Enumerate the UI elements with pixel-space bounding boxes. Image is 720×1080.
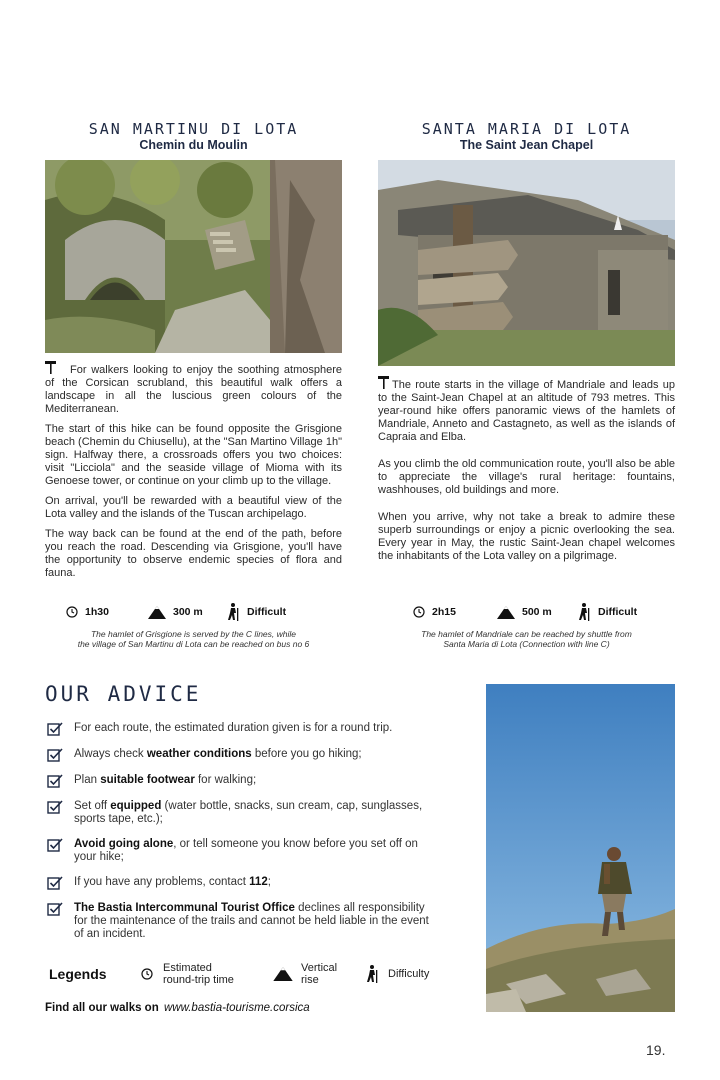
mountain-icon — [497, 606, 515, 619]
rise-stat — [497, 606, 577, 619]
advice-text: Plan — [74, 774, 101, 786]
clock-icon — [141, 968, 153, 980]
right-paragraph: As you climb the old communication route, you'll also be able to appreciate the village's rural heritage: fountains, washhouses, old buildings and more. — [378, 458, 675, 496]
rise-value: 300 m — [173, 606, 203, 618]
caption-line: the village of San Martinu di Lota can be reached on bus no 6 — [77, 639, 310, 649]
left-paragraph: On arrival, you'll be rewarded with a beautiful view of the Lota valley and the islands of the Tuscan archipelago. — [45, 495, 342, 520]
legend-rise-line: rise — [301, 974, 319, 986]
caption-line: The hamlet of Grisgione is served by the C lines, while — [90, 629, 297, 639]
signpost-icon — [378, 375, 389, 389]
checkbox-icon — [47, 902, 63, 916]
advice-text: declines all responsibility for the maintenance of the trails and cannot be held liable in the event of an incident. — [74, 902, 429, 940]
advice-item — [47, 800, 432, 826]
right-route-stats — [413, 603, 675, 621]
signpost-icon — [45, 360, 56, 374]
advice-bold: Avoid going alone — [74, 838, 174, 850]
left-route-stats — [66, 603, 356, 621]
advice-text: ; — [267, 876, 271, 888]
rise-stat — [148, 606, 226, 619]
advice-bold: equipped — [110, 800, 162, 812]
left-paragraph: The start of this hike can be found opposite the Grisgione beach (Chemin du Chiusellu), at the "San Martino Village 1h" sign. Halfway there, a crossroads offers you two choices: visit "Licciola" and the seaside village of Mioma with its Genoese tower, or continue on your climb up to the village. — [45, 423, 342, 487]
footer-find-label: Find all our walks on — [45, 1002, 159, 1014]
advice-bold: The Bastia Intercommunal Tourist Office — [74, 902, 295, 914]
advice-text: Set off — [74, 800, 111, 812]
advice-text: If you have any problems, contact — [74, 876, 250, 888]
advice-text: for walking; — [194, 774, 257, 786]
page-number: 19. — [646, 1042, 666, 1058]
advice-item — [47, 748, 432, 762]
legend — [49, 962, 449, 986]
advice-item — [47, 774, 432, 788]
mountain-icon — [273, 967, 293, 981]
advice-item — [47, 902, 432, 941]
advice-bold: 112 — [249, 876, 268, 888]
advice-title: OUR ADVICE — [45, 682, 202, 706]
difficulty-value: Difficult — [598, 606, 638, 618]
right-route-photo — [378, 160, 675, 366]
checkbox-icon — [47, 876, 63, 890]
advice-bold: suitable footwear — [100, 774, 195, 786]
checkbox-icon — [47, 722, 63, 736]
left-route-caption — [45, 629, 342, 649]
duration-value: 1h30 — [85, 606, 109, 618]
checkbox-icon — [47, 800, 63, 814]
advice-bold: weather conditions — [146, 748, 252, 760]
left-route-subtitle: Chemin du Moulin — [139, 138, 248, 152]
difficulty-stat — [226, 603, 286, 621]
advice-text: Always check — [74, 748, 147, 760]
advice-item — [47, 722, 432, 736]
legend-rise-label — [301, 962, 365, 986]
caption-line: Santa Maria di Lota (Connection with line C) — [443, 639, 610, 649]
left-paragraph — [45, 360, 342, 416]
clock-icon — [413, 606, 425, 618]
advice-item — [47, 838, 432, 864]
duration-value: 2h15 — [432, 606, 456, 618]
left-route-photo — [45, 160, 342, 353]
right-route-text — [378, 375, 675, 570]
hiker-photo — [486, 684, 675, 1012]
right-paragraph: When you arrive, why not take a break to admire these superb surroundings or enjoy a picnic overlooking the sea. Every year in May, the rustic Saint-Jean chapel welcomes the inhabitants of the Lota valley on a pilgrimage. — [378, 511, 675, 562]
left-paragraph: The way back can be found at the end of the path, before you reach the road. Descending via Grisgione, you'll have the opportunity to observe endemic species of flora and fauna. — [45, 528, 342, 579]
advice-text: before you go hiking; — [251, 748, 362, 760]
footer-url-link[interactable]: www.bastia-tourisme.corsica — [163, 1002, 310, 1014]
hiker-icon — [226, 603, 240, 621]
right-paragraph — [378, 375, 675, 444]
footer-find — [45, 1002, 310, 1014]
mountain-icon — [148, 606, 166, 619]
advice-text: , or tell someone you know before you set off on your hike; — [74, 838, 418, 863]
legend-difficulty-label: Difficulty — [388, 968, 430, 980]
right-route-subtitle: The Saint Jean Chapel — [459, 138, 594, 152]
legend-title: Legends — [49, 966, 107, 982]
clock-icon — [66, 606, 78, 618]
legend-time-line: round-trip time — [163, 974, 234, 986]
duration-stat — [413, 606, 497, 618]
advice-list — [47, 722, 432, 941]
advice-item — [47, 876, 432, 890]
left-route-title: SAN MARTINU DI LOTA — [88, 120, 299, 138]
hiker-icon — [365, 965, 379, 983]
right-route-title: SANTA MARIA DI LOTA — [421, 120, 632, 138]
right-route-caption — [378, 629, 675, 649]
difficulty-stat — [577, 603, 637, 621]
caption-line: The hamlet of Mandriale can be reached by shuttle from — [421, 629, 632, 639]
left-paragraph-text: For walkers looking to enjoy the soothing atmosphere of the Corsican scrubland, this beautiful walk offers a landscape in all the luscious green colours of the Mediterranean. — [45, 364, 342, 415]
legend-rise-line: Vertical — [301, 962, 338, 974]
checkbox-icon — [47, 748, 63, 762]
rise-value: 500 m — [522, 606, 552, 618]
checkbox-icon — [47, 774, 63, 788]
right-paragraph-text: The route starts in the village of Mandriale and leads up to the Saint-Jean Chapel at an altitude of 793 metres. This year-round hike offers panoramic views of the hamlets of Mandriale, Anneto and Castagneto, as well as the islands of Capraia and Elba. — [378, 379, 675, 443]
checkbox-icon — [47, 838, 63, 852]
legend-time-label — [163, 962, 273, 986]
duration-stat — [66, 606, 148, 618]
hiker-icon — [577, 603, 591, 621]
difficulty-value: Difficult — [247, 606, 287, 618]
left-route-text — [45, 360, 342, 587]
legend-time-line: Estimated — [163, 962, 212, 974]
advice-text: (water bottle, snacks, sun cream, cap, sunglasses, sports tape, etc.); — [74, 800, 423, 825]
advice-text: For each route, the estimated duration given is for a round trip. — [74, 722, 393, 734]
